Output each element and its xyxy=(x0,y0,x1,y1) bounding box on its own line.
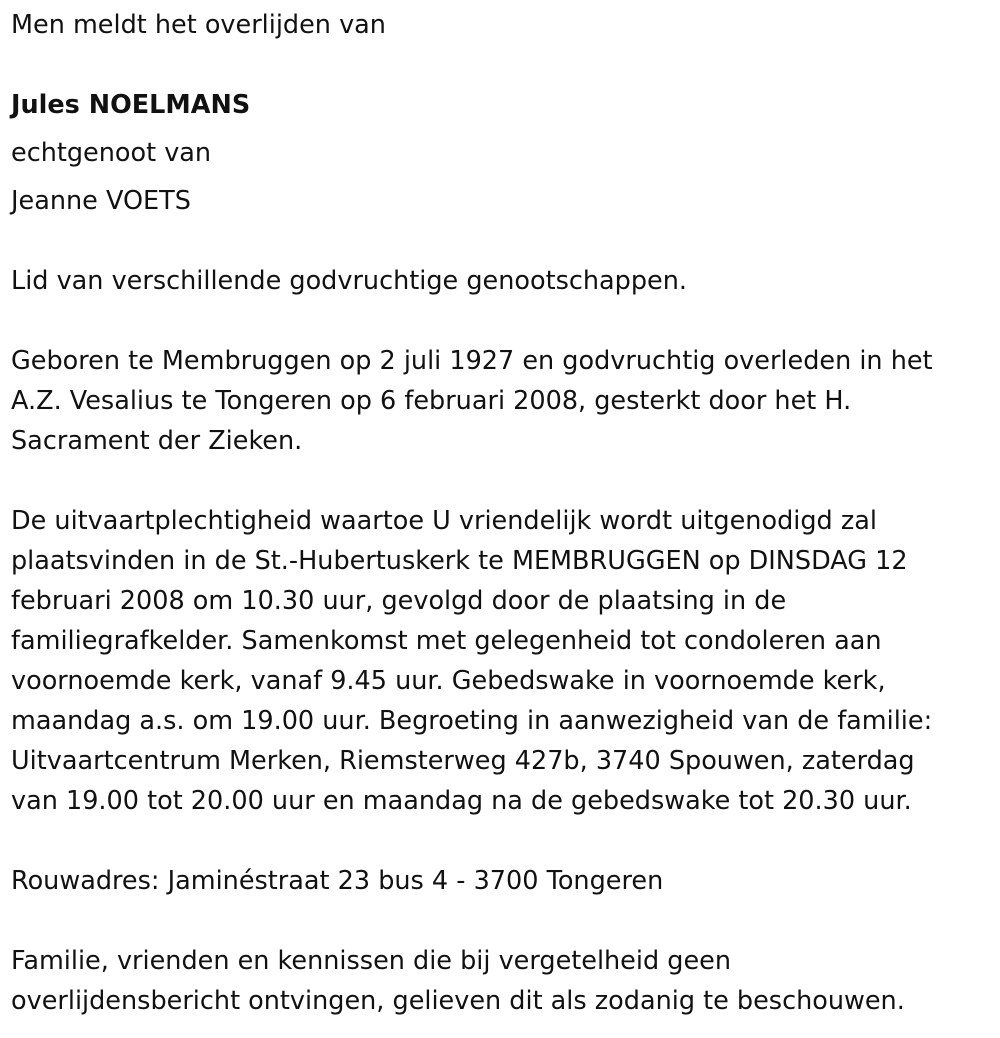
paragraph-line: De uitvaartplechtigheid waartoe U vriendelijk wordt uitgenodigd zal xyxy=(11,506,877,536)
intro-text: Men meldt het overlijden van xyxy=(11,10,386,40)
paragraph-line: februari 2008 om 10.30 uur, gevolgd door de plaatsing in de xyxy=(11,586,787,616)
paragraph-line: familiegrafkelder. Samenkomst met gelegenheid tot condoleren aan xyxy=(11,626,882,656)
relation-text: echtgenoot van xyxy=(11,138,212,168)
paragraph-line: A.Z. Vesalius te Tongeren op 6 februari 2008, gesterkt door het H. xyxy=(11,386,852,416)
paragraph-line: Familie, vrienden en kennissen die bij vergetelheid geen xyxy=(11,946,731,976)
paragraph-line: voornoemde kerk, vanaf 9.45 uur. Gebedswake in voornoemde kerk, xyxy=(11,666,886,696)
spouse-name: Jeanne VOETS xyxy=(11,186,191,216)
mourning-address: Rouwadres: Jaminéstraat 23 bus 4 - 3700 Tongeren xyxy=(11,866,664,896)
paragraph-line: Geboren te Membruggen op 2 juli 1927 en godvruchtig overleden in het xyxy=(11,346,933,376)
paragraph-line: plaatsvinden in de St.-Hubertuskerk te MEMBRUGGEN op DINSDAG 12 xyxy=(11,546,908,576)
paragraph-line: Uitvaartcentrum Merken, Riemsterweg 427b, 3740 Spouwen, zaterdag xyxy=(11,746,915,776)
paragraph-line: maandag a.s. om 19.00 uur. Begroeting in aanwezigheid van de familie: xyxy=(11,706,933,736)
paragraph-line: Sacrament der Zieken. xyxy=(11,426,303,456)
membership-text: Lid van verschillende godvruchtige genootschappen. xyxy=(11,266,687,296)
deceased-name: Jules NOELMANS xyxy=(11,90,251,120)
paragraph-line: overlijdensbericht ontvingen, gelieven dit als zodanig te beschouwen. xyxy=(11,986,905,1016)
paragraph-line: van 19.00 tot 20.00 uur en maandag na de gebedswake tot 20.30 uur. xyxy=(11,786,912,816)
